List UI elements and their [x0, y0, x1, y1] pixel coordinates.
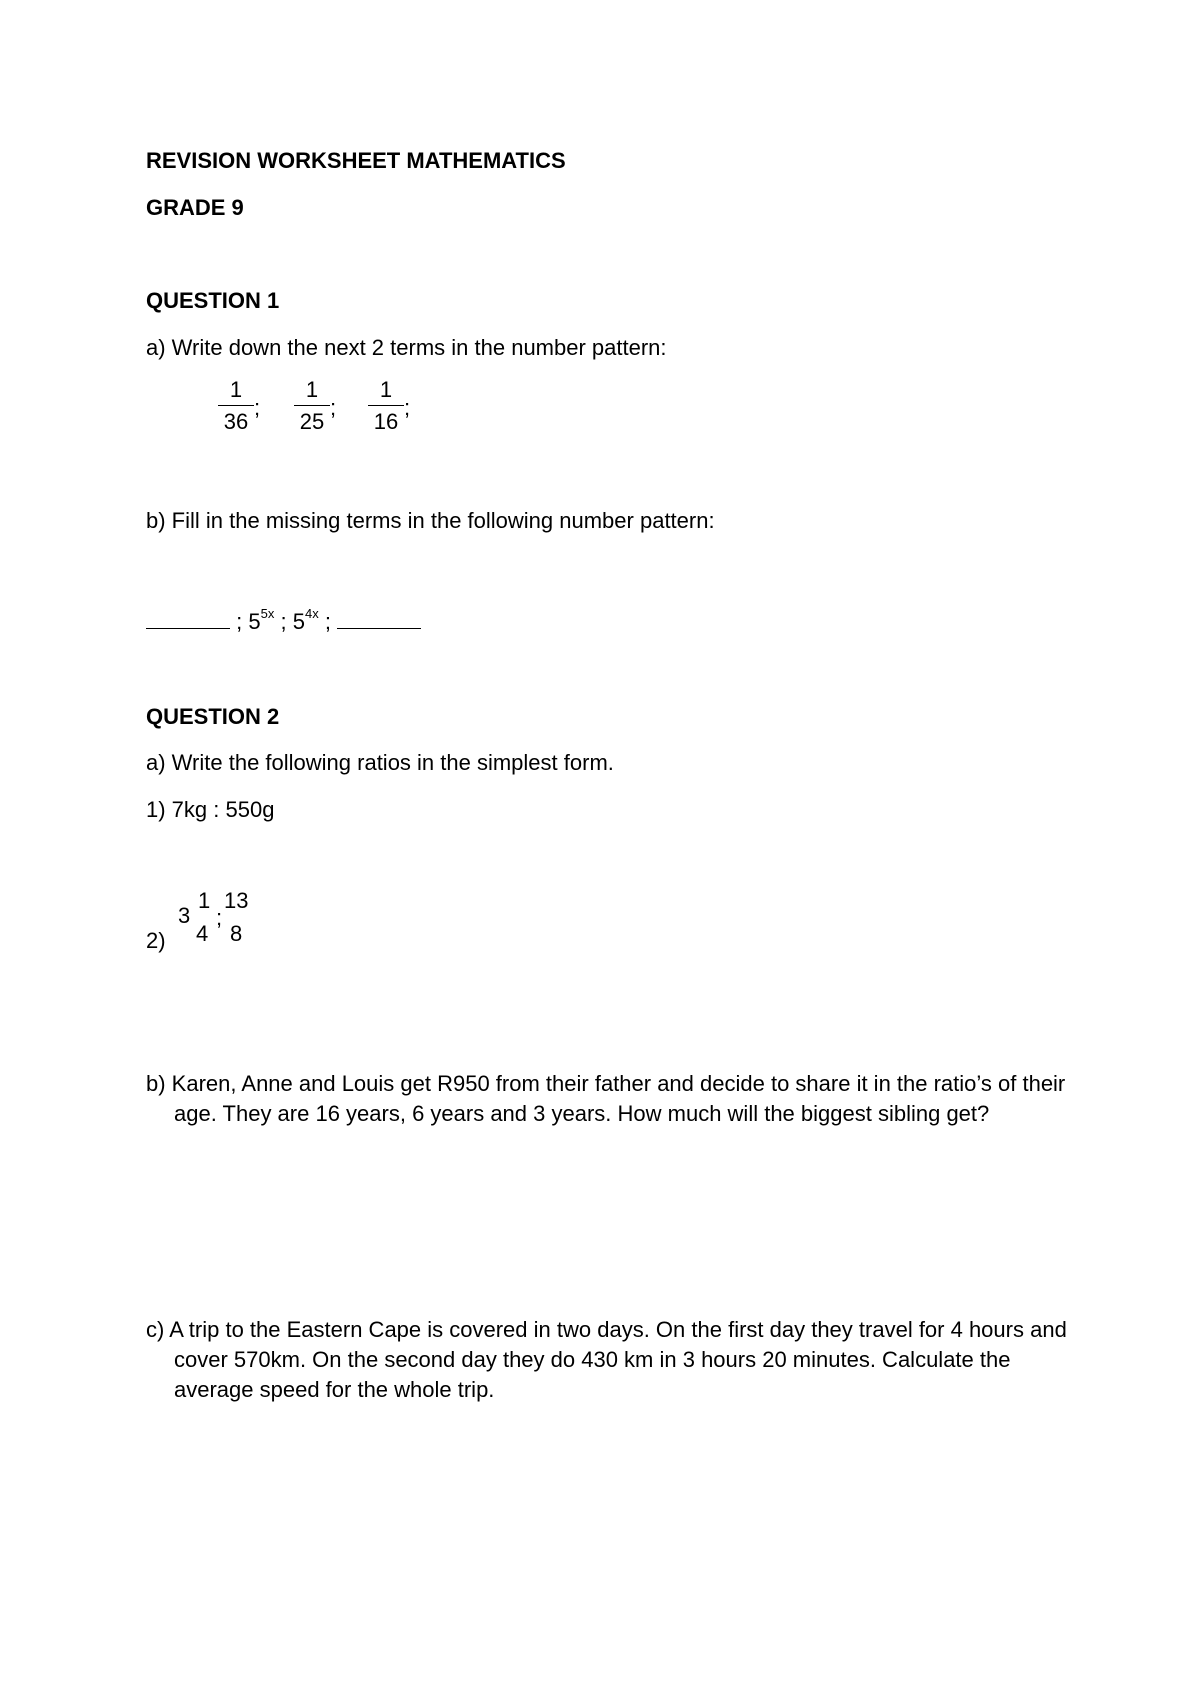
question-1-heading: QUESTION 1 — [146, 288, 280, 313]
separator: ; — [324, 609, 331, 634]
worksheet-title: REVISION WORKSHEET MATHEMATICS — [146, 148, 566, 173]
answer-blank[interactable] — [337, 610, 421, 629]
fraction-1-16 — [368, 377, 404, 435]
separator: ; — [216, 905, 223, 930]
fraction-bar — [218, 405, 254, 406]
separator: ; — [404, 395, 411, 420]
fraction-numerator: 13 — [224, 888, 249, 913]
question-2-heading: QUESTION 2 — [146, 704, 280, 729]
grade-label: GRADE 9 — [146, 195, 244, 220]
mixed-number-numerator: 1 — [198, 888, 211, 913]
power-base: 5 — [248, 609, 261, 634]
answer-blank[interactable] — [146, 610, 230, 629]
denominator: 25 — [299, 409, 325, 434]
fraction-bar — [294, 405, 330, 406]
numerator: 1 — [229, 377, 243, 402]
fraction-1-36 — [218, 377, 254, 435]
separator: ; — [236, 609, 243, 634]
numerator: 1 — [379, 377, 393, 402]
question-2c-text: c) A trip to the Eastern Cape is covered in two days. On the first day they travel for 4 hours and cover 570km. On the second day they do 430 km in 3 hours 20 minutes. Calculate the average speed for the whole trip. — [146, 1317, 1067, 1402]
numerator: 1 — [305, 377, 319, 402]
question-2a1-text: 1) 7kg : 550g — [146, 797, 275, 822]
mixed-number-denominator: 4 — [196, 921, 209, 946]
power-base: 5 — [292, 609, 305, 634]
denominator: 36 — [223, 409, 249, 434]
question-2a-text: a) Write the following ratios in the simplest form. — [146, 750, 614, 775]
exponent-pattern — [146, 606, 421, 635]
separator: ; — [280, 609, 287, 634]
question-2a2-label: 2) — [146, 928, 166, 953]
fraction-bar — [368, 405, 404, 406]
question-2b-text: b) Karen, Anne and Louis get R950 from their father and decide to share it in the ratio’s of their age. They are 16 years, 6 years and 3 years. How much will the biggest sibling get? — [146, 1071, 1066, 1126]
mixed-number-whole: 3 — [178, 903, 191, 928]
denominator: 16 — [373, 409, 399, 434]
power-exponent: 5x — [260, 606, 275, 621]
question-1b-text: b) Fill in the missing terms in the following number pattern: — [146, 508, 715, 533]
power-exponent: 4x — [304, 606, 319, 621]
separator: ; — [330, 395, 337, 420]
fraction-1-25 — [294, 377, 330, 435]
question-1a-text: a) Write down the next 2 terms in the number pattern: — [146, 335, 667, 360]
separator: ; — [254, 395, 261, 420]
fraction-denominator: 8 — [230, 921, 243, 946]
